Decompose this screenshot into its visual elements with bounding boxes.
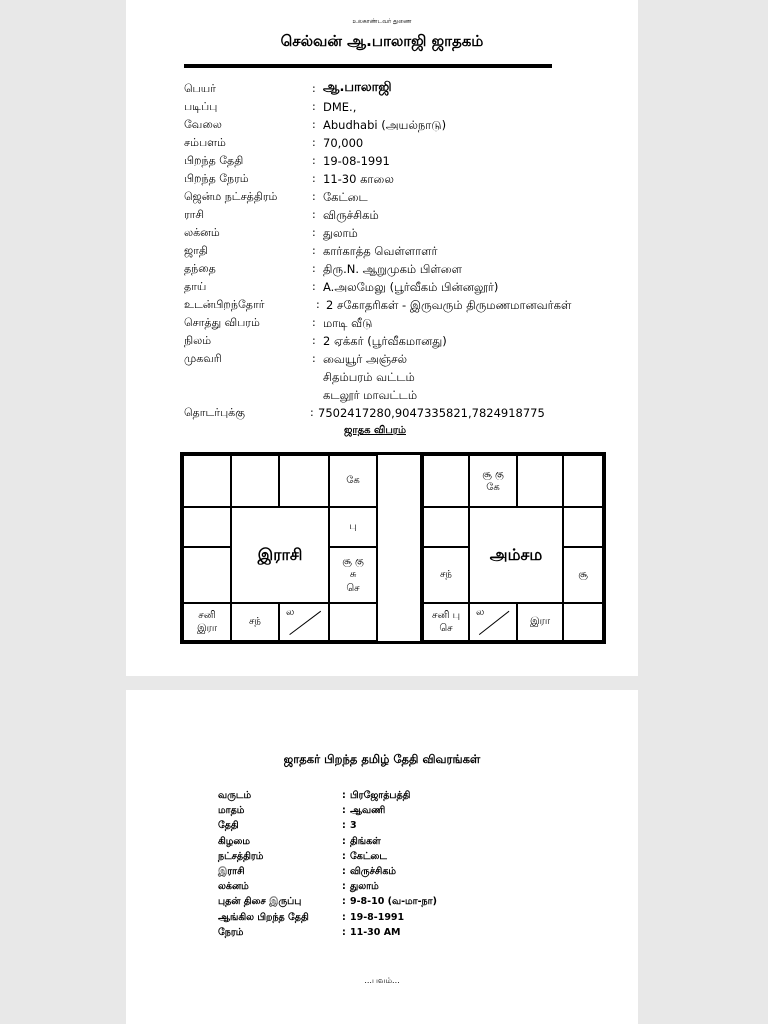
detail-label: பெயர் [184, 82, 216, 95]
top-caption: உலகாண்டவர் துணை [352, 18, 412, 25]
tamil-detail-colon: : [342, 790, 346, 801]
tamil-detail-colon: : [342, 866, 346, 877]
detail-label: தந்தை [184, 262, 216, 275]
chart-divider [377, 452, 423, 644]
tamil-detail-label: ஆங்கில பிறந்த தேதி [218, 911, 309, 923]
detail-colon: : [312, 154, 316, 167]
chart-house [231, 455, 279, 507]
detail-value: 11-30 காலை [323, 172, 394, 186]
detail-value: 70,000 [323, 136, 364, 150]
chart-house [183, 507, 231, 547]
detail-colon: : [312, 100, 316, 113]
detail-label: லக்னம் [184, 226, 220, 239]
chart-house [423, 455, 469, 507]
tamil-detail-label: நட்சத்திரம் [218, 850, 264, 862]
chart-house: பு [329, 507, 377, 547]
detail-value: விருச்சிகம் [323, 208, 379, 222]
tamil-detail-value: கேட்டை [350, 850, 387, 862]
chart-center-label: அம்சம [469, 507, 563, 603]
detail-label: படிப்பு [184, 100, 218, 113]
chart-house: சந் [231, 603, 279, 641]
detail-colon: : [312, 280, 316, 293]
tamil-detail-value: 3 [350, 820, 357, 832]
chart-house [563, 603, 603, 641]
detail-label: ராசி [184, 208, 205, 221]
detail-value: திரு.N. ஆறுமுகம் பிள்ளை [323, 262, 462, 276]
chart-house [517, 455, 563, 507]
document-page-2 [126, 690, 638, 1024]
detail-value: 2 சகோதரிகள் - இருவரும் திருமணமானவர்கள் [326, 298, 572, 312]
detail-value: DME., [323, 100, 357, 114]
tamil-detail-label: லக்னம் [218, 881, 249, 893]
tamil-detail-value: 9-8-10 (வ-மா-நா) [350, 896, 437, 908]
title-divider [184, 64, 552, 68]
tamil-detail-value: விருச்சிகம் [350, 866, 397, 877]
detail-label: தாய் [184, 280, 207, 293]
detail-value: கார்காத்த வெள்ளாளர் [323, 244, 438, 258]
page2-title: ஜாதகர் பிறந்த தமிழ் தேதி விவரங்கள் [283, 752, 481, 766]
contact-value: 7502417280,9047335821,7824918775 [318, 406, 545, 420]
tamil-detail-colon: : [342, 805, 346, 817]
lagna-slash-icon [470, 604, 516, 640]
tamil-detail-value: 19-8-1991 [350, 911, 405, 923]
tamil-detail-label: புதன் திசை இருப்பு [218, 896, 302, 908]
detail-colon: : [312, 262, 316, 275]
detail-colon: : [312, 208, 316, 221]
detail-colon: : [312, 172, 316, 185]
detail-colon: : [312, 82, 316, 95]
lagna-slash-icon [280, 604, 328, 640]
chart-house [183, 455, 231, 507]
amsam-chart [420, 452, 606, 644]
address-line: சிதம்பரம் வட்டம் [323, 370, 415, 384]
detail-label: ஜாதி [184, 244, 208, 257]
tamil-detail-colon: : [342, 896, 346, 908]
tamil-detail-label: தேதி [218, 820, 239, 832]
document-page-1 [126, 0, 638, 676]
detail-colon: : [312, 190, 316, 203]
chart-house: சூ [563, 547, 603, 603]
chart-house: இரா [517, 603, 563, 641]
chart-house [423, 507, 469, 547]
detail-label: சம்பளம் [184, 136, 226, 149]
tamil-detail-colon: : [342, 911, 346, 923]
detail-label: வேலை [184, 118, 222, 131]
page2-footer: ...பவம்... [364, 976, 400, 985]
detail-value: ஆ.பாலாஜி [323, 80, 392, 95]
tamil-detail-value: 11-30 AM [350, 926, 401, 938]
detail-colon: : [312, 136, 316, 149]
tamil-detail-value: ஆவணி [350, 805, 386, 817]
tamil-detail-value: துலாம் [350, 881, 379, 893]
detail-label: ஜென்ம நட்சத்திரம் [184, 190, 278, 203]
tamil-detail-label: வருடம் [218, 790, 252, 801]
detail-label: சொத்து விபரம் [184, 316, 260, 329]
chart-house: ல [279, 603, 329, 641]
tamil-detail-colon: : [342, 850, 346, 862]
detail-colon: : [312, 226, 316, 239]
detail-value: A.அலமேலு (பூர்வீகம் பின்னலூர்) [323, 280, 499, 294]
detail-label: முகவரி [184, 352, 222, 365]
tamil-detail-label: கிழமை [218, 835, 251, 847]
detail-value: கேட்டை [323, 190, 368, 204]
detail-value: 19-08-1991 [323, 154, 390, 168]
detail-label: உடன்பிறந்தோர் [184, 298, 265, 311]
chart-house: சூ கு கே [469, 455, 517, 507]
chart-house [183, 547, 231, 603]
detail-value: Abudhabi (அயல்நாடு) [323, 118, 447, 132]
detail-colon: : [312, 334, 316, 347]
contact-colon: : [310, 406, 314, 419]
detail-colon: : [312, 244, 316, 257]
tamil-detail-colon: : [342, 820, 346, 832]
rasi-chart [180, 452, 380, 644]
detail-value: 2 ஏக்கர் (பூர்வீகமானது) [323, 334, 447, 348]
tamil-detail-value: பிரஜோத்பத்தி [350, 790, 411, 801]
chart-house: சந் [423, 547, 469, 603]
detail-value: வையூர் அஞ்சல் [323, 352, 407, 366]
detail-value: துலாம் [323, 226, 358, 240]
detail-colon: : [316, 298, 320, 311]
document-title: செல்வன் ஆ.பாலாஜி ஜாதகம் [280, 32, 484, 50]
chart-house [329, 603, 377, 641]
detail-value: மாடி வீடு [323, 316, 373, 330]
detail-colon: : [312, 352, 316, 365]
tamil-detail-colon: : [342, 926, 346, 938]
chart-house [563, 507, 603, 547]
chart-house [279, 455, 329, 507]
contact-label: தொடர்புக்கு [184, 406, 245, 419]
chart-house: ல [469, 603, 517, 641]
detail-label: நிலம் [184, 334, 212, 347]
chart-house: சனி பு செ [423, 603, 469, 641]
detail-colon: : [312, 118, 316, 131]
chart-house: கே [329, 455, 377, 507]
chart-house [563, 455, 603, 507]
tamil-detail-value: திங்கள் [350, 835, 381, 847]
tamil-detail-colon: : [342, 835, 346, 847]
tamil-detail-label: மாதம் [218, 805, 245, 817]
tamil-detail-colon: : [342, 881, 346, 893]
chart-house: சூ கு சு செ [329, 547, 377, 603]
tamil-detail-label: நேரம் [218, 926, 244, 938]
tamil-detail-label: இராசி [218, 866, 245, 877]
detail-label: பிறந்த நேரம் [184, 172, 249, 185]
chart-house: சனி இரா [183, 603, 231, 641]
detail-colon: : [312, 316, 316, 329]
chart-center-label: இராசி [231, 507, 329, 603]
chart-heading: ஜாதக விபரம் [344, 425, 406, 436]
address-line: கடலூர் மாவட்டம் [323, 388, 418, 402]
detail-label: பிறந்த தேதி [184, 154, 244, 167]
